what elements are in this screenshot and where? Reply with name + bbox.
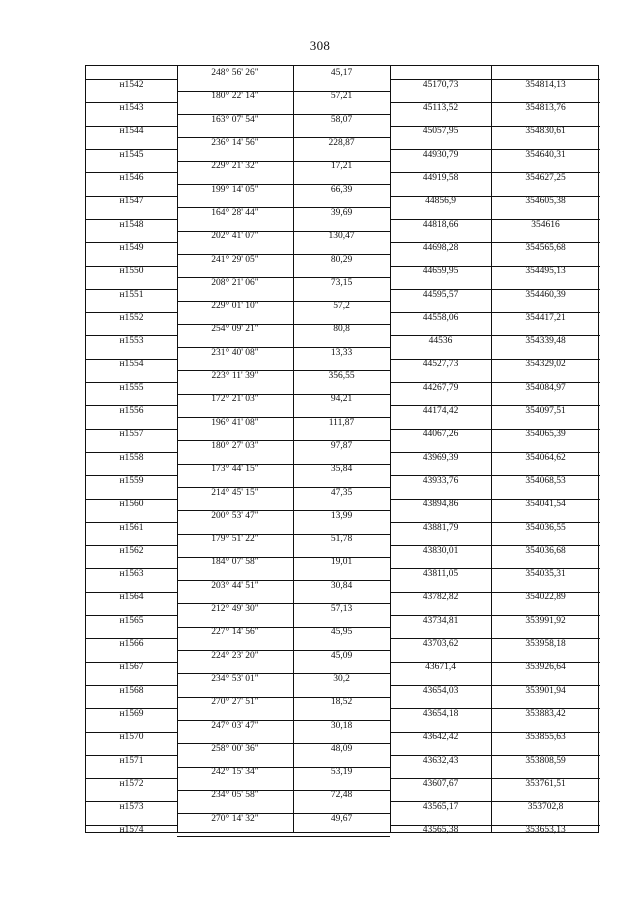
point-id: н1562 [119, 545, 144, 556]
segment-length: 57,21 [330, 91, 353, 102]
point-x-coordinate: 43642,42 [422, 732, 459, 743]
segment-angle: 224° 23' 20" [211, 650, 259, 661]
point-x-coordinate: 43969,39 [422, 452, 459, 463]
point-x-coordinate: 44930,79 [422, 149, 459, 160]
segment-angle: 184° 07' 58" [211, 557, 259, 568]
segment-length: 58,07 [330, 114, 353, 125]
segment-length: 30,2 [333, 673, 350, 684]
point-id: н1545 [119, 149, 144, 160]
segment-angle: 180° 27' 03" [211, 440, 259, 451]
segment-angle: 172° 21' 03" [211, 394, 259, 405]
point-x-coordinate: 44174,42 [422, 406, 459, 416]
segment-length: 49,67 [330, 813, 353, 824]
point-x-coordinate: 44698,28 [422, 242, 459, 253]
segment-angle: 196° 41' 08" [211, 417, 259, 428]
segment-angle: 234° 05' 58" [211, 790, 259, 801]
segment-length: 53,19 [330, 767, 353, 778]
segment-angle: 258° 00' 36" [211, 743, 259, 754]
segment-angle: 270° 27' 51" [211, 697, 259, 708]
point-y-coordinate: 354036,55 [525, 522, 566, 533]
point-x-coordinate: 43565,17 [422, 802, 459, 813]
point-x-coordinate: 43830,01 [422, 545, 459, 556]
point-x-coordinate: 43703,62 [422, 639, 459, 649]
point-id: н1565 [119, 615, 144, 626]
point-id: н1551 [119, 289, 144, 300]
segment-length: 35,84 [330, 464, 353, 475]
segment-angle: 247° 03' 47" [211, 720, 259, 731]
point-x-coordinate: 43607,67 [422, 778, 459, 789]
point-id: н1564 [119, 592, 144, 603]
segment-angle: 242° 15' 34" [211, 767, 259, 778]
point-y-coordinate: 354417,21 [525, 312, 566, 323]
point-x-coordinate: 43782,82 [422, 592, 459, 603]
segment-length: 80,8 [333, 324, 350, 335]
point-x-coordinate: 43565,38 [422, 825, 459, 836]
segment-length: 19,01 [330, 557, 353, 568]
segment-length: 45,95 [330, 627, 353, 638]
point-id: н1572 [119, 778, 144, 789]
segment-length: 13,99 [330, 510, 353, 521]
point-id: н1569 [119, 708, 144, 719]
segment-angle: 179° 51' 22" [211, 534, 259, 545]
segment-angle: 227° 14' 56" [211, 627, 259, 638]
point-x-coordinate: 45113,52 [422, 103, 459, 114]
point-id: н1561 [119, 522, 144, 533]
point-id: н1570 [119, 732, 144, 743]
segment-length: 48,09 [330, 743, 353, 754]
segment-length: 45,17 [330, 68, 353, 79]
segment-length: 18,52 [330, 697, 353, 708]
point-id: н1566 [119, 639, 144, 649]
point-y-coordinate: 354495,13 [525, 266, 566, 277]
point-x-coordinate: 43933,76 [422, 475, 459, 486]
point-y-coordinate: 354097,51 [525, 406, 566, 416]
segment-angle: 270° 14' 32" [211, 813, 259, 824]
segment-angle: 248° 56' 26" [211, 68, 259, 79]
point-x-coordinate: 44856,9 [425, 196, 456, 207]
segment-angle: 199° 14' 05" [211, 184, 259, 195]
point-y-coordinate: 354084,97 [525, 382, 566, 393]
point-y-coordinate: 354605,38 [525, 196, 566, 207]
point-id: н1568 [119, 685, 144, 696]
point-x-coordinate: 43894,86 [422, 499, 459, 510]
point-x-coordinate: 43734,81 [422, 615, 459, 626]
point-y-coordinate: 353702,8 [527, 802, 564, 813]
segment-length: 111,87 [328, 417, 355, 428]
point-y-coordinate: 354460,39 [525, 289, 566, 300]
segment-angle: 254° 09' 21" [211, 324, 259, 335]
point-y-coordinate: 353901,94 [525, 685, 566, 696]
segment-length: 47,35 [330, 487, 353, 498]
point-y-coordinate: 354339,48 [525, 336, 566, 347]
point-y-coordinate: 353991,92 [525, 615, 566, 626]
coordinates-table [85, 65, 599, 836]
segment-angle: 173° 44' 15" [211, 464, 259, 475]
point-id: н1574 [119, 825, 144, 836]
segment-angle: 231° 40' 08" [211, 347, 259, 358]
segment-angle: 214° 45' 15" [211, 487, 259, 498]
segment-length: 72,48 [330, 790, 353, 801]
segment-length: 45,09 [330, 650, 353, 661]
point-id: н1558 [119, 452, 144, 463]
point-id: н1546 [119, 173, 144, 183]
point-id: н1548 [119, 219, 144, 230]
point-id: н1544 [119, 126, 144, 137]
segment-angle: 208° 21' 06" [211, 277, 259, 288]
segment-angle: 180° 22' 14" [211, 91, 259, 102]
point-id: н1555 [119, 382, 144, 393]
point-y-coordinate: 353883,42 [525, 708, 566, 719]
point-x-coordinate: 45057,95 [422, 126, 459, 137]
point-id: н1550 [119, 266, 144, 277]
segment-angle: 241° 29' 05" [211, 254, 259, 265]
page-number: 308 [309, 38, 331, 53]
segment-length: 66,39 [330, 184, 353, 195]
segment-angle: 223° 11' 39" [211, 371, 259, 382]
segment-angle: 202° 41' 07" [211, 231, 259, 242]
segment-angle: 163° 07' 54" [211, 114, 259, 125]
point-x-coordinate: 44659,95 [422, 266, 459, 277]
row-divider [177, 836, 390, 837]
point-id: н1559 [119, 475, 144, 486]
segment-angle: 236° 14' 56" [211, 138, 259, 149]
point-y-coordinate: 353653,13 [525, 825, 566, 836]
point-y-coordinate: 353926,64 [525, 662, 566, 673]
segment-angle: 164° 28' 44" [211, 207, 259, 218]
point-id: н1571 [119, 755, 144, 766]
segment-length: 80,29 [330, 254, 353, 265]
segment-angle: 229° 01' 10" [211, 301, 259, 312]
point-x-coordinate: 44818,66 [422, 219, 459, 230]
segment-length: 73,15 [330, 277, 353, 288]
point-x-coordinate: 44919,58 [422, 173, 459, 183]
point-id: н1554 [119, 359, 144, 370]
point-y-coordinate: 354041,54 [525, 499, 566, 510]
segment-length: 57,13 [330, 604, 353, 615]
point-x-coordinate: 43881,79 [422, 522, 459, 533]
point-y-coordinate: 354813,76 [525, 103, 566, 114]
point-x-coordinate: 44527,73 [422, 359, 459, 370]
point-y-coordinate: 354814,13 [525, 79, 566, 90]
point-y-coordinate: 354064,62 [525, 452, 566, 463]
segment-angle: 203° 44' 51" [211, 580, 259, 591]
point-y-coordinate: 353855,63 [525, 732, 566, 743]
point-id: н1553 [119, 336, 144, 347]
segment-length: 97,87 [330, 440, 353, 451]
point-y-coordinate: 354068,53 [525, 475, 566, 486]
point-id: н1563 [119, 569, 144, 580]
point-x-coordinate: 45170,73 [422, 79, 459, 90]
point-x-coordinate: 44536 [428, 336, 453, 347]
segment-length: 30,84 [330, 580, 353, 591]
point-y-coordinate: 354830,61 [525, 126, 566, 137]
segment-length: 30,18 [330, 720, 353, 731]
point-id: н1547 [119, 196, 144, 207]
point-id: н1567 [119, 662, 144, 673]
point-id: н1560 [119, 499, 144, 510]
segment-length: 17,21 [330, 161, 353, 172]
point-id: н1542 [119, 79, 144, 90]
point-x-coordinate: 44558,06 [422, 312, 459, 323]
point-y-coordinate: 353958,18 [525, 639, 566, 649]
segment-angle: 200° 53' 47" [211, 510, 259, 521]
point-y-coordinate: 354565,68 [525, 242, 566, 253]
point-x-coordinate: 43811,05 [422, 569, 459, 580]
point-y-coordinate: 354065,39 [525, 429, 566, 440]
point-id: н1557 [119, 429, 144, 440]
point-id: н1549 [119, 242, 144, 253]
segment-length: 130,47 [328, 231, 355, 242]
point-y-coordinate: 354627,25 [525, 173, 566, 183]
segment-length: 51,78 [330, 534, 353, 545]
point-y-coordinate: 354640,31 [525, 149, 566, 160]
segment-length: 57,2 [333, 301, 350, 312]
segment-length: 356,55 [328, 371, 355, 382]
point-id: н1552 [119, 312, 144, 323]
point-y-coordinate: 354035,31 [525, 569, 566, 580]
point-x-coordinate: 44067,26 [422, 429, 459, 440]
point-x-coordinate: 44267,79 [422, 382, 459, 393]
segment-length: 13,33 [330, 347, 353, 358]
point-y-coordinate: 354022,89 [525, 592, 566, 603]
point-y-coordinate: 354329,02 [525, 359, 566, 370]
point-x-coordinate: 44595,57 [422, 289, 459, 300]
point-x-coordinate: 43654,03 [422, 685, 459, 696]
point-y-coordinate: 353761,51 [525, 778, 566, 789]
segment-angle: 212° 49' 30" [211, 604, 259, 615]
point-id: н1573 [119, 802, 144, 813]
point-y-coordinate: 354036,68 [525, 545, 566, 556]
point-x-coordinate: 43671,4 [425, 662, 456, 673]
point-x-coordinate: 43632,43 [422, 755, 459, 766]
segment-angle: 229° 21' 32" [211, 161, 259, 172]
segment-length: 228,87 [328, 138, 355, 149]
point-id: н1556 [119, 406, 144, 416]
point-y-coordinate: 353808,59 [525, 755, 566, 766]
point-x-coordinate: 43654,18 [422, 708, 459, 719]
segment-length: 94,21 [330, 394, 353, 405]
point-id: н1543 [119, 103, 144, 114]
point-y-coordinate: 354616 [531, 219, 560, 230]
segment-length: 39,69 [330, 207, 353, 218]
segment-angle: 234° 53' 01" [211, 673, 259, 684]
